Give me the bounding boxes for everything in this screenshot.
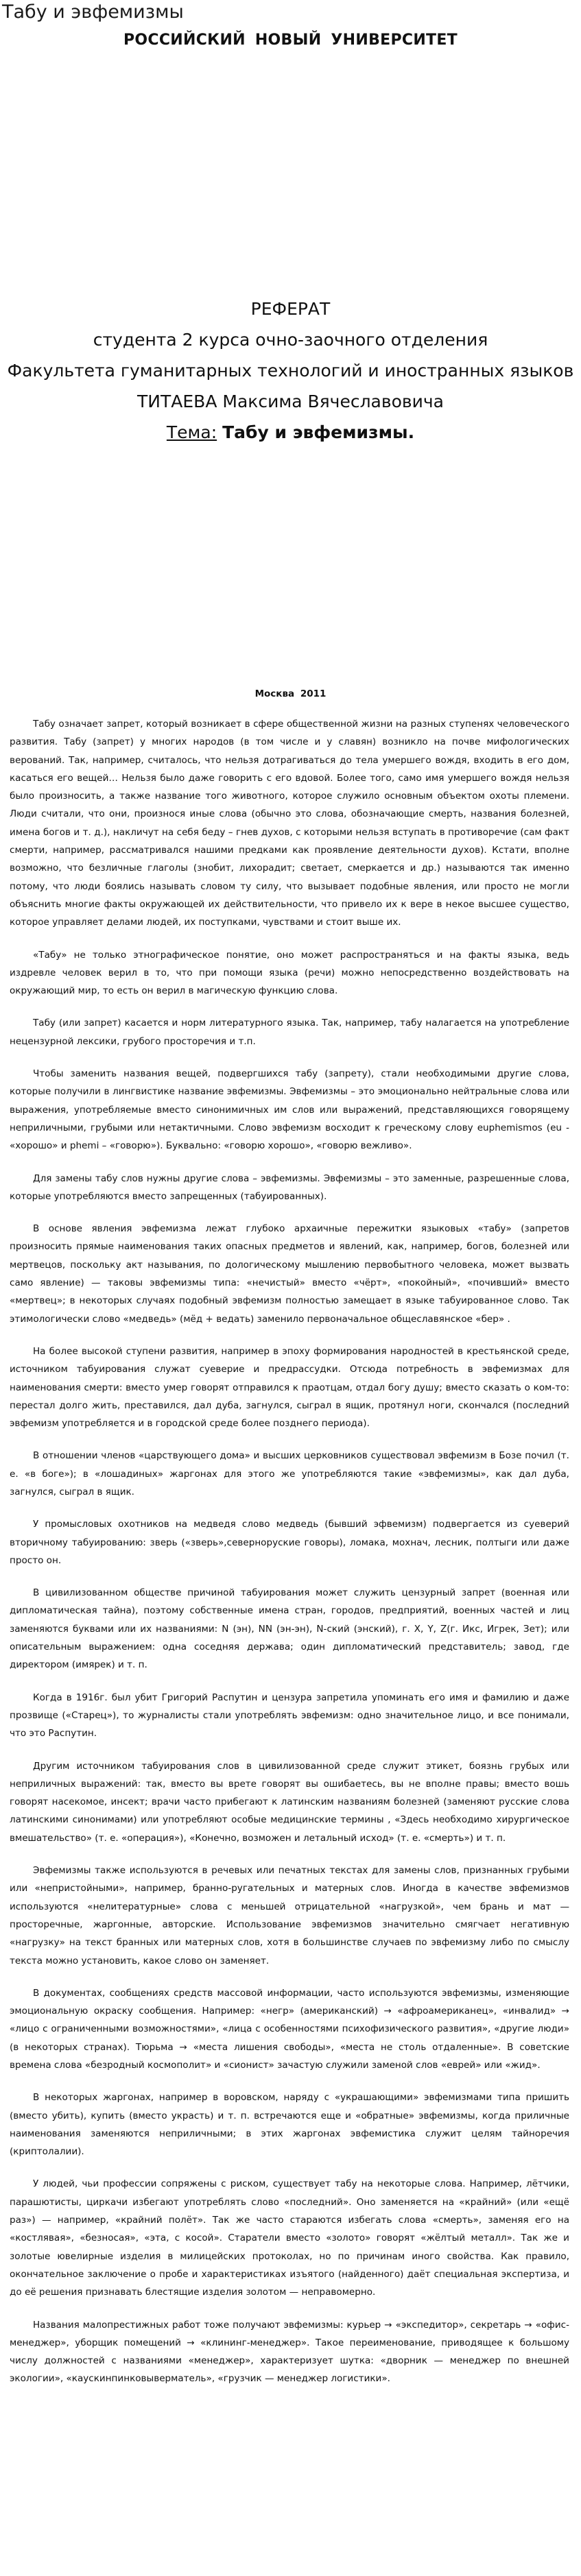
paragraph: У промысловых охотников на медведя слово медведь (бывший эфвемизм) подвергается из суеверий вторичному табуированию: зверь («зверь»,северноруские говоры), ломака, мохнач, лесник, полтыги или даже просто он. xyxy=(10,1519,569,1566)
student-line: студента 2 курса очно-заочного отделения xyxy=(93,330,488,350)
paragraph: «Табу» не только этнографическое понятие, оно может распространяться и на факты языка, ведь издревле человек верил в то, что при помощи языка (речи) можно непосредственно воздействовать на окружающий мир, то есть он верил в магическую функцию слова. xyxy=(10,949,569,997)
paragraph: Названия малопрестижных работ тоже получают эвфемизмы: курьер → «экспедитор», секретарь → «офис-менеджер», уборщик помещений → «клининг-менеджер». Такое переименование, приводящее к большому числу должностей с названиями «менеджер», характеризует шутка: «дворник — менеджер по внешней экологии», «каускинпинковыверматель», «грузчик — менеджер логистики». xyxy=(10,2319,569,2385)
paragraph: В основе явления эвфемизма лежат глубоко архаичные пережитки языковых «табу» (запретов произносить прямые наименования таких опасных предметов и явлений, как, например, богов, болезней или мертвецов, поскольку акт называния, по дологическому мышлению первобытного человека, может вызвать само явление) — таковы эвфемизмы типа: «нечистый» вместо «чёрт», «покойный», «почивший» вместо «мертвец»; в некоторых случаях подобный эвфемизм полностью замещает в языке табуированное слово. Так этимологически слово «медведь» (мёд + ведать) заменило первоначальное общеславянское «бер» . xyxy=(10,1223,569,1325)
faculty-line: Факультета гуманитарных технологий и иностранных языков xyxy=(7,361,574,381)
author-name: ТИТАЕВА Максима Вячеславовича xyxy=(137,392,444,411)
title-block xyxy=(0,293,581,448)
paragraph: Для замены табу слов нужны другие слова – эвфемизмы. Эвфемизмы – это заменные, разрешенные слова, которые употребляются вместо запрещенных (табуированных). xyxy=(10,1172,569,1202)
paragraph: В цивилизованном обществе причиной табуирования может служить цензурный запрет (военная или дипломатическая тайна), поэтому собственные имена стран, городов, предприятий, военных частей и лиц заменяются буквами или их названиями: N (эн), NN (эн-эн), N-ский (энский), г. X, Y, Z(г. Икс, Игрек, Зет); или описательным выражением: одна соседняя держава; один дипломатический представитель; завод, где директором (имярек) и т. п. xyxy=(10,1587,569,1671)
topic-value: Табу и эвфемизмы. xyxy=(222,422,415,442)
topic-line xyxy=(0,417,581,448)
report-heading: РЕФЕРАТ xyxy=(250,299,331,319)
document-title: Табу и эвфемизмы xyxy=(2,1,184,23)
paragraph: В отношении членов «царствующего дома» и высших церковников существовал эвфемизм в Бозе почил (т. е. «в боге»); в «лошадиных» жаргонах для этого же употребляются такие «эвфемизмы», как дал дуба, загнулся, сыграл в ящик. xyxy=(10,1450,569,1497)
university-name: РОССИЙСКИЙ НОВЫЙ УНИВЕРСИТЕТ xyxy=(123,32,458,49)
paragraph: На более высокой ступени развития, например в эпоху формирования народностей в крестьянской среде, источником табуирования служат суеверие и предрассудки. Отсюда потребность в эвфемизмах для наименования смерти: вместо умер говорят отправился к праотцам, отдал богу душу; вместо сказать о ком-то: перестал долго жить, преставился, дал дуба, загнулся, сыграл в ящик, протянул ноги, скончался (последний эвфемизм употребляется и в городской среде более позднего периода). xyxy=(10,1345,569,1430)
paragraph: Эвфемизмы также используются в речевых или печатных текстах для замены слов, признанных грубыми или «непристойными», например, бранно-ругательных и матерных слов. Иногда в качестве эвфемизмов используются «нелитературные» слова с меньшей отрицательной «нагрузкой», чем брань и мат — просторечные, жаргонные, авторские. Использование эвфемизмов значительно смягчает негативную «нагрузку» на текст бранных или матерных слов, хотя в большинстве случаев по эвфемизму либо по смыслу текста можно установить, какое слово он заменяет. xyxy=(10,1865,569,1966)
paragraph: Когда в 1916г. был убит Григорий Распутин и цензура запретила упоминать его имя и фамилию и даже прозвище («Старец»), то журналисты стали употреблять эвфемизм: одно значительное лицо, и все понимали, что это Распутин. xyxy=(10,1692,569,1740)
paragraph: В документах, сообщениях средств массовой информации, часто используются эвфемизмы, изменяющие эмоциональную окраску сообщения. Например: «негр» (американский) → «афроамериканец», «инвалид» → «лицо с ограниченными возможностями», «лица с особенностями психофизического развития», «другие люди» (в некоторых странах). Тюрьма → «места лишения свободы», «места не столь отдаленные». В советские времена слова «безродный космополит» и «сионист» зачастую служили заменой слов «еврей» или «жид». xyxy=(10,1987,569,2071)
paragraph: У людей, чьи профессии сопряжены с риском, существует табу на некоторые слова. Например, лётчики, парашютисты, циркачи избегают употреблять слово «последний». Оно заменяется на «крайний» (или «ещё раз») — например, «крайний полёт». Так же часто стараются избегать слова «смерть», заменяя его на «костлявая», «безносая», «эта, с косой». Старатели вместо «золото» говорят «жёлтый металл». Так же и золотые ювелирные изделия в милицейских протоколах, но по причинам иного свойства. Как правило, окончательное заключение о пробе и характеристиках изъятого (найденного) даёт специальная экспертиза, и до её решения признавать блестящие изделия золотом — неправомерно. xyxy=(10,2178,569,2298)
topic-label: Тема: xyxy=(166,422,217,442)
body-text xyxy=(10,715,569,2388)
paragraph: Чтобы заменить названия вещей, подвергшихся табу (запрету), стали необходимыми другие слова, которые получили в лингвистике название эвфемизмы. Эвфемизмы – это эмоционально нейтральные слова или выражения, употребляемые вместо синонимичных им слов или выражений, представляющихся говорящему неприличными, грубыми или нетактичными. Слово эвфемизм восходит к греческому слову euphemismos (eu - «хорошо» и phemi – «говорю»). Буквально: «говорю хорошо», «говорю вежливо». xyxy=(10,1068,569,1152)
city-year: Москва 2011 xyxy=(254,688,327,699)
paragraph: Табу (или запрет) касается и норм литературного языка. Так, например, табу налагается на употребление нецензурной лексики, грубого просторечия и т.п. xyxy=(10,1018,569,1047)
paragraph: Табу означает запрет, который возникает в сфере общественной жизни на разных ступенях человеческого развития. Табу (запрет) у многих народов (в том числе и у славян) возникло на почве мифологических верований. Так, например, считалось, что нельзя дотрагиваться до тела умершего вождя, входить в его дом, касаться его вещей… Нельзя было даже говорить с его вдовой. Более того, само имя умершего вождя нельзя было произносить, а также название того животного, которое служило основным объектом охоты племени. Люди считали, что они, произнося иные слова (обычно это слова, обозначающие смерть, названия болезней, имена богов и т. д.), накличут на себя беду – гнев духов, с которыми нельзя вступать в противоречие (сам факт смерти, например, рассматривался нашими предками как проявление деятельности духов). Кстати, вполне возможно, что безличные глаголы (знобит, лихорадит; светает, смеркается и др.) называются так именно потому, что люди боялись называть словом ту силу, что вызывает подобные явления, или просто не могли объяснить многие факты окружающей их действительности, что привело их к вере в некое высшее существо, которое управляет делами людей, их поступками, чувствами и стоит выше их. xyxy=(10,719,569,928)
paragraph: Другим источником табуирования слов в цивилизованной среде служит этикет, боязнь грубых или неприличных выражений: так, вместо вы врете говорят вы ошибаетесь, вы не вполне правы; вместо вошь говорят насекомое, инсект; врачи часто прибегают к латинским названиям болезней (заменяют русские слова латинскими синонимами) или употребляют особые медицинские термины , «Здесь необходимо хирургическое вмешательство» (т. е. «операция»), «Конечно, возможен и летальный исход» (т. е. «смерть») и т. п. xyxy=(10,1760,569,1844)
paragraph: В некоторых жаргонах, например в воровском, наряду с «украшающими» эвфемизмами типа пришить (вместо убить), купить (вместо украсть) и т. п. встречаются еще и «обратные» эвфемизмы, когда приличные наименования заменяются неприличными; в этих жаргонах эвфемистика служит целям тайноречия (криптолалии). xyxy=(10,2092,569,2158)
